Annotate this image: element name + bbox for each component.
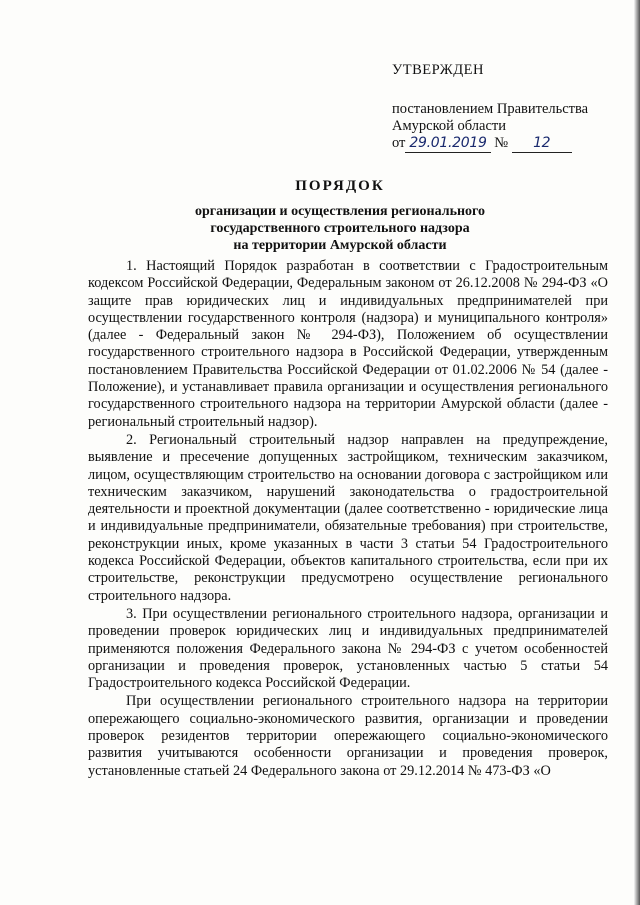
title-sub-1: организации и осуществления регионального bbox=[194, 204, 486, 219]
approval-date-line bbox=[392, 135, 612, 153]
title-sub-2: государственного строительного надзора bbox=[210, 221, 470, 236]
title-sub-3: на территории Амурской области bbox=[233, 238, 447, 253]
paragraph-2: 2. Региональный строительный надзор направлен на предупреждение, выявление и пресечение допущенных застройщиком, техническим заказчиком, лицом, осуществляющим строительство на основании договора с застройщиком или техническим заказчиком, нарушений законодательства о градостроительной деятельности и проектной документации (далее соответственно - юридические лица и индивидуальные предприниматели, обязательные требования) при строительстве, реконструкции иных, кроме указанных в части 3 статьи 54 Градостроительного кодекса Российской Федерации, объектов капитального строительства, если при их строительстве, реконструкции предусмотрено осуществление регионального строительного надзора. bbox=[88, 431, 608, 604]
date-prefix: от bbox=[392, 135, 406, 151]
handwritten-date: 29.01.2019 bbox=[405, 135, 490, 153]
paragraph-3: 3. При осуществлении регионального строительного надзора, организации и проведении проверок юридических лиц и индивидуальных предпринимателей применяются положения Федерального закона № 294-ФЗ с учетом особенностей организации и проведения проверок, установленных частью 5 статьи 54 Градостроительного кодекса Российской Федерации. bbox=[88, 605, 608, 692]
document-body bbox=[88, 258, 608, 780]
number-prefix: № bbox=[494, 135, 509, 151]
scan-edge-shadow bbox=[634, 0, 640, 905]
handwritten-number: 12 bbox=[512, 135, 572, 153]
approval-word: УТВЕРЖДЕН bbox=[392, 62, 484, 78]
title-main: ПОРЯДОК bbox=[295, 178, 385, 194]
approval-line-1: постановлением Правительства bbox=[392, 101, 589, 117]
document-title bbox=[120, 178, 560, 254]
paragraph-4: При осуществлении регионального строительного надзора на территории опережающего социально-экономического развития, организации и проведении проверок резидентов территории опережающего социально-экономического развития учитываются особенности организации и проведения проверок, установленные статьей 24 Федерального закона от 29.12.2014 № 473-ФЗ «О bbox=[88, 693, 608, 779]
paragraph-1: 1. Настоящий Порядок разработан в соответствии с Градостроительным кодексом Российской Федерации, Федеральным законом от 26.12.2008 № 294-ФЗ «О защите прав юридических лиц и индивидуальных предпринимателей при осуществлении государственного контроля (надзора) и муниципального контроля» (далее - Федеральный закон № 294-ФЗ), Положением об осуществлении государственного строительного надзора в Российской Федерации, утвержденным постановлением Правительства Российской Федерации от 01.02.2006 № 54 (далее - Положение), и устанавливает правила организации и осуществления регионального государственного строительного надзора на территории Амурской области (далее - региональный строительный надзор). bbox=[88, 258, 608, 430]
approval-block bbox=[392, 62, 612, 153]
approval-line-2: Амурской области bbox=[392, 118, 506, 134]
